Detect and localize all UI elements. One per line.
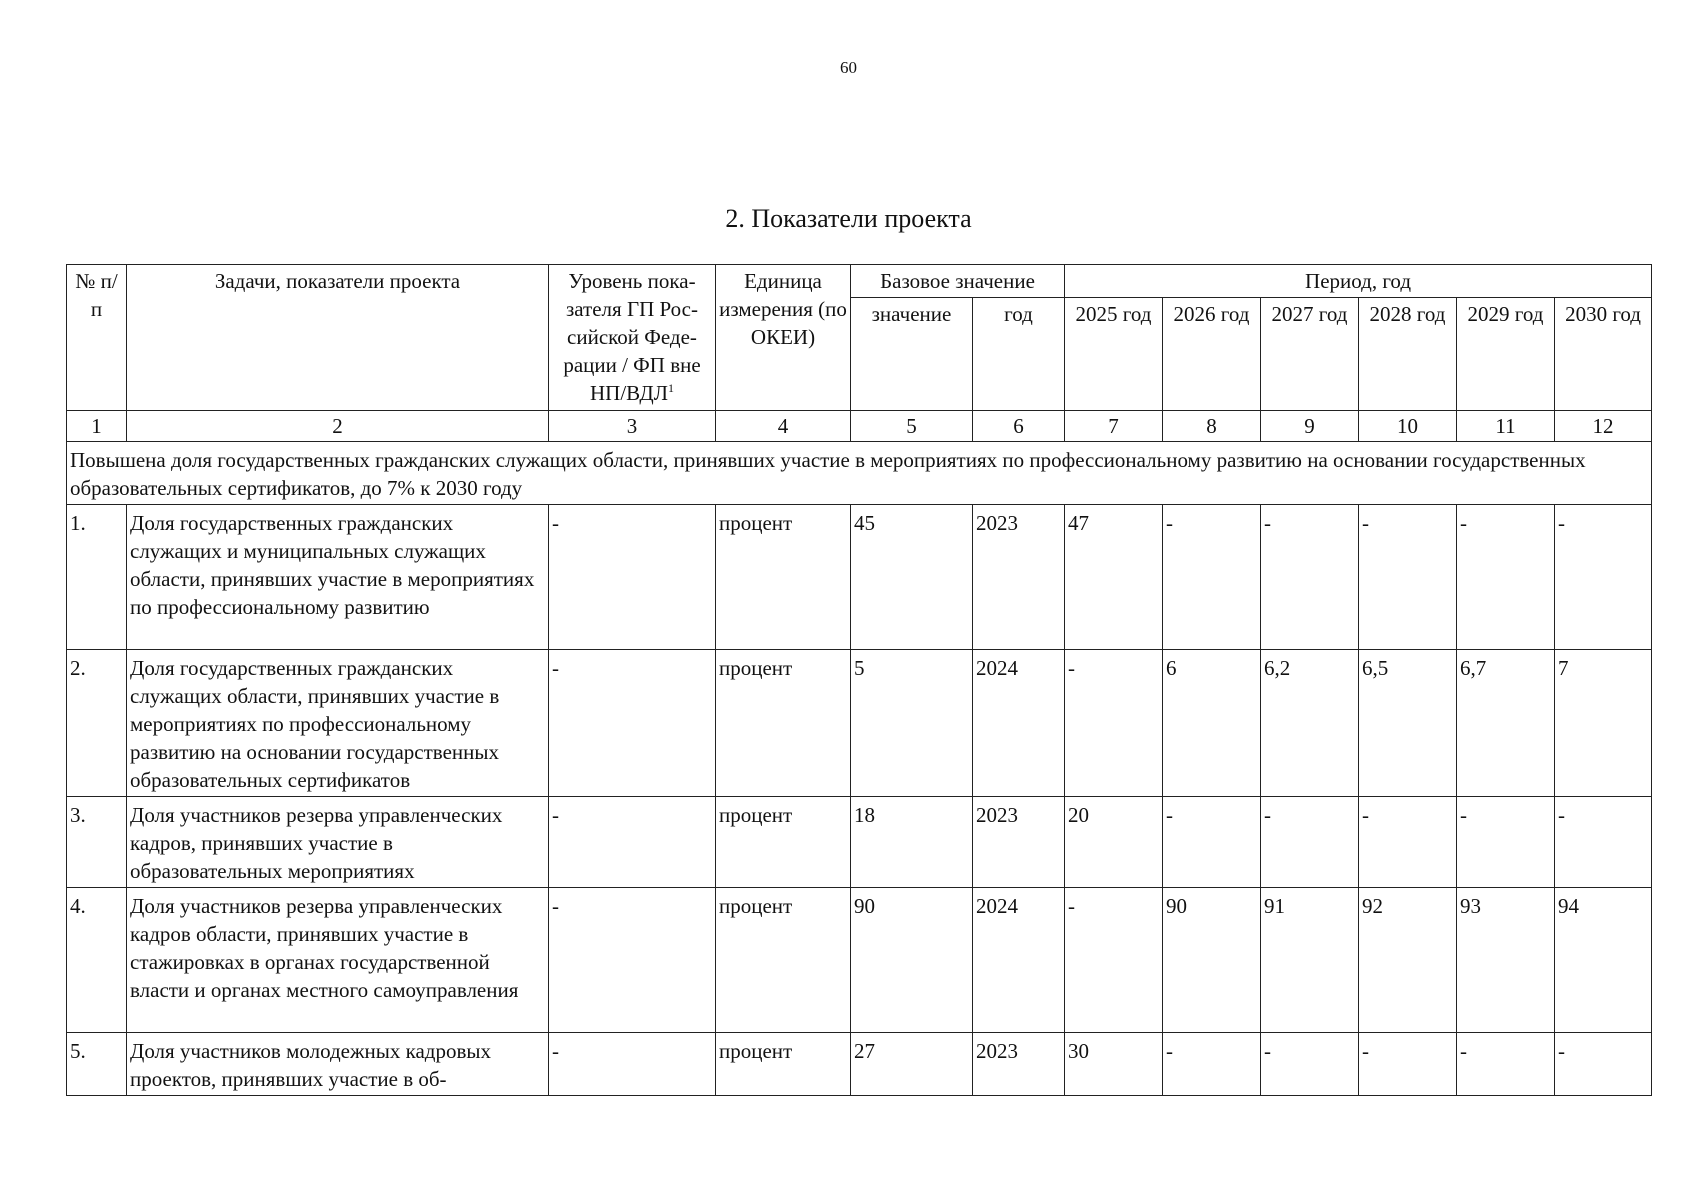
table-row bbox=[67, 505, 1652, 650]
row-base-value: 18 bbox=[851, 797, 973, 888]
row-num: 5. bbox=[67, 1033, 127, 1096]
row-num: 3. bbox=[67, 797, 127, 888]
task-section-text: Повышена доля государственных гражданских служащих области, принявших участие в мероприятиях по профессиональному развитию на основании государственных образовательных сертификатов, до 7% к 2030 году bbox=[67, 442, 1652, 505]
row-value-2026: - bbox=[1163, 505, 1261, 650]
page-number: 60 bbox=[840, 58, 857, 77]
row-value-2028: 6,5 bbox=[1359, 650, 1457, 797]
header-level-footnote: 1 bbox=[667, 381, 674, 395]
row-unit: процент bbox=[716, 650, 851, 797]
column-number: 4 bbox=[716, 411, 851, 442]
column-number: 5 bbox=[851, 411, 973, 442]
header-level bbox=[549, 265, 716, 411]
row-value-2029: 6,7 bbox=[1457, 650, 1555, 797]
column-number: 6 bbox=[973, 411, 1065, 442]
row-num: 4. bbox=[67, 888, 127, 1033]
row-value-2027: - bbox=[1261, 1033, 1359, 1096]
row-base-value: 45 bbox=[851, 505, 973, 650]
row-value-2029: - bbox=[1457, 1033, 1555, 1096]
column-number: 9 bbox=[1261, 411, 1359, 442]
row-value-2027: 6,2 bbox=[1261, 650, 1359, 797]
row-indicator-name: Доля государственных гражданских служащих области, принявших участие в мероприятиях по профессиональному развитию на основании государственных образовательных сертификатов bbox=[127, 650, 549, 797]
row-base-value: 90 bbox=[851, 888, 973, 1033]
row-level: - bbox=[549, 797, 716, 888]
row-value-2026: 90 bbox=[1163, 888, 1261, 1033]
row-unit: процент bbox=[716, 1033, 851, 1096]
row-value-2027: - bbox=[1261, 797, 1359, 888]
row-level: - bbox=[549, 1033, 716, 1096]
row-base-value: 5 bbox=[851, 650, 973, 797]
row-base-value: 27 bbox=[851, 1033, 973, 1096]
row-value-2030: 7 bbox=[1555, 650, 1652, 797]
column-number: 1 bbox=[67, 411, 127, 442]
column-number: 11 bbox=[1457, 411, 1555, 442]
row-indicator-name: Доля государственных гражданских служащих и муниципальных служащих области, принявших участие в мероприятиях по профессиональному развитию bbox=[127, 505, 549, 650]
row-value-2026: 6 bbox=[1163, 650, 1261, 797]
row-value-2026: - bbox=[1163, 797, 1261, 888]
header-year-2028: 2028 год bbox=[1359, 298, 1457, 411]
row-value-2025: 30 bbox=[1065, 1033, 1163, 1096]
header-num: № п/п bbox=[67, 265, 127, 411]
header-year-2027: 2027 год bbox=[1261, 298, 1359, 411]
row-base-year: 2023 bbox=[973, 1033, 1065, 1096]
column-number: 8 bbox=[1163, 411, 1261, 442]
row-value-2025: - bbox=[1065, 650, 1163, 797]
task-section-row bbox=[67, 442, 1652, 505]
header-base-group: Базовое значение bbox=[851, 265, 1065, 298]
row-value-2028: 92 bbox=[1359, 888, 1457, 1033]
row-unit: процент bbox=[716, 888, 851, 1033]
table-row bbox=[67, 1033, 1652, 1096]
row-indicator-name: Доля участников молодежных кадровых проектов, принявших участие в об- bbox=[127, 1033, 549, 1096]
header-year-2030: 2030 год bbox=[1555, 298, 1652, 411]
row-indicator-name: Доля участников резерва управленческих кадров области, принявших участие в стажировках в органах государственной власти и органах местного самоуправления bbox=[127, 888, 549, 1033]
table-row bbox=[67, 797, 1652, 888]
row-value-2025: 47 bbox=[1065, 505, 1163, 650]
column-number: 12 bbox=[1555, 411, 1652, 442]
header-base-value: значение bbox=[851, 298, 973, 411]
row-value-2030: - bbox=[1555, 505, 1652, 650]
row-num: 1. bbox=[67, 505, 127, 650]
row-value-2025: - bbox=[1065, 888, 1163, 1033]
row-value-2030: 94 bbox=[1555, 888, 1652, 1033]
row-level: - bbox=[549, 650, 716, 797]
row-value-2030: - bbox=[1555, 797, 1652, 888]
row-base-year: 2023 bbox=[973, 505, 1065, 650]
row-unit: процент bbox=[716, 505, 851, 650]
row-value-2027: - bbox=[1261, 505, 1359, 650]
header-task: Задачи, показатели проекта bbox=[127, 265, 549, 411]
column-number: 2 bbox=[127, 411, 549, 442]
header-unit: Единица измерения (по ОКЕИ) bbox=[716, 265, 851, 411]
indicators-table bbox=[66, 264, 1652, 1096]
row-base-year: 2024 bbox=[973, 888, 1065, 1033]
row-indicator-name: Доля участников резерва управленческих кадров, принявших участие в образовательных мероприятиях bbox=[127, 797, 549, 888]
header-period-group: Период, год bbox=[1065, 265, 1652, 298]
row-num: 2. bbox=[67, 650, 127, 797]
header-year-2025: 2025 год bbox=[1065, 298, 1163, 411]
header-base-year: год bbox=[973, 298, 1065, 411]
row-level: - bbox=[549, 505, 716, 650]
table-row bbox=[67, 650, 1652, 797]
header-level-text: Уровень пока-зателя ГП Рос-сийской Феде-рации / ФП вне НП/ВДЛ bbox=[563, 269, 701, 405]
row-value-2029: 93 bbox=[1457, 888, 1555, 1033]
column-number: 3 bbox=[549, 411, 716, 442]
header-year-2026: 2026 год bbox=[1163, 298, 1261, 411]
row-value-2029: - bbox=[1457, 797, 1555, 888]
row-value-2025: 20 bbox=[1065, 797, 1163, 888]
row-base-year: 2023 bbox=[973, 797, 1065, 888]
row-value-2028: - bbox=[1359, 505, 1457, 650]
row-unit: процент bbox=[716, 797, 851, 888]
row-value-2029: - bbox=[1457, 505, 1555, 650]
column-number: 7 bbox=[1065, 411, 1163, 442]
section-title: 2. Показатели проекта bbox=[725, 204, 972, 233]
row-base-year: 2024 bbox=[973, 650, 1065, 797]
row-value-2027: 91 bbox=[1261, 888, 1359, 1033]
row-value-2030: - bbox=[1555, 1033, 1652, 1096]
row-value-2026: - bbox=[1163, 1033, 1261, 1096]
column-numbers-row bbox=[67, 411, 1652, 442]
row-level: - bbox=[549, 888, 716, 1033]
table-row bbox=[67, 888, 1652, 1033]
row-value-2028: - bbox=[1359, 797, 1457, 888]
row-value-2028: - bbox=[1359, 1033, 1457, 1096]
column-number: 10 bbox=[1359, 411, 1457, 442]
header-year-2029: 2029 год bbox=[1457, 298, 1555, 411]
